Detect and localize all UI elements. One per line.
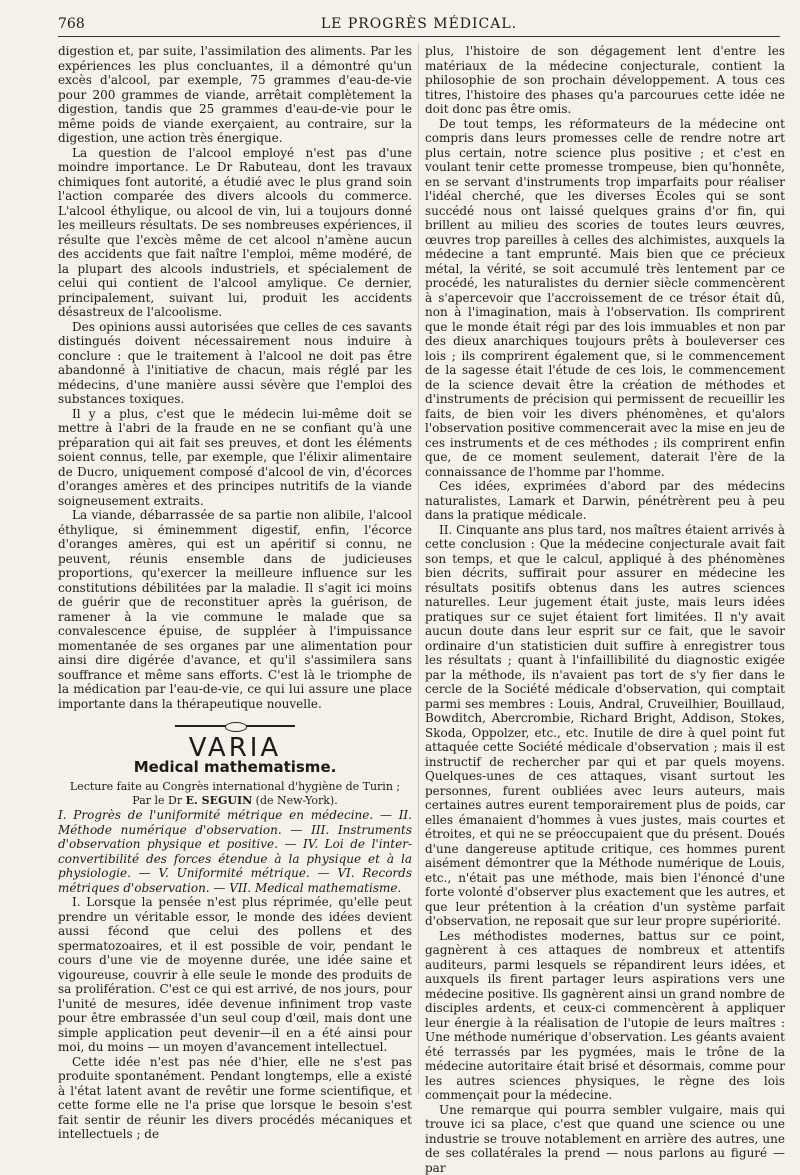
page-number: 768	[58, 16, 85, 32]
column-divider	[418, 44, 419, 1094]
paragraph: La viande, débarrassée de sa partie non alibile, l'alcool éthylique, si éminemment digestif, enfin, l'écorce d'oranges amères, qui est un apéritif si connu, ne peuvent, réunis ensemble dans de judicieuses proportions, qu'exercer la meilleure influence sur les constitutions débilitées par la maladie. Il s'agit ici moins de guérir que de reconstituer après la guérison, de ramener à la vie commune le malade que sa convalescence épuise, de suppléer à l'impuissance momentanée de ses organes par une alimentation pour ainsi dire digérée d'avance, et qu'il s'assimilera sans souffrance et même sans efforts. C'est là le triomphe de la médication par l'eau-de-vie, ce qui lui assure une place importante dans la thérapeutique nouvelle.	[58, 508, 412, 711]
paragraph: I. Lorsque la pensée n'est plus réprimée, qu'elle peut prendre un véritable essor, le monde des idées devient aussi fécond que celui des pollens et des spermatozoaires, et il est possible de voir, pendant le cours d'une vie de moyenne durée, une idée saine et vigoureuse, couvrir à elle seule le monde des produits de sa prolifération. C'est ce qui est arrivé, de nos jours, pour l'unité de mesures, idée devenue infiniment trop vaste pour être embrassée d'un seul coup d'œil, mais dont une simple application peut devenir—il en a été ainsi pour moi, du moins — un moyen d'avancement intellectuel.	[58, 895, 412, 1055]
paragraph: Des opinions aussi autorisées que celles de ces savants distingués doivent nécessairement nous induire à conclure : que le traitement à l'alcool ne doit pas être abandonné à l'initiative de chacun, mais réglé par les médecins, d'une manière aussi sévère que l'emploi des substances toxiques.	[58, 320, 412, 407]
table-of-contents: I. Progrès de l'uniformité métrique en médecine. — II. Méthode numérique d'observation. — III. Instruments d'observation physique et positive. — IV. Loi de l'inter-convertibilité des forces étendue à la physique et à la physiologie. — V. Uniformité métrique. — VI. Records métriques d'observation. — VII. Medical mathematisme.	[58, 808, 412, 895]
paragraph: Il y a plus, c'est que le médecin lui-même doit se mettre à l'abri de la fraude en ne se confiant qu'à une préparation qui ait fait ses preuves, et dont les éléments soient connus, telle, par exemple, que l'élixir alimentaire de Ducro, uniquement composé d'alcool de vin, d'écorces d'oranges amères et des principes nutritifs de la viande soigneusement extraits.	[58, 407, 412, 509]
byline-suffix: (de New-York).	[256, 794, 338, 807]
paragraph: II. Cinquante ans plus tard, nos maîtres étaient arrivés à cette conclusion : Que la médecine conjecturale avait fait son temps, et que le calcul, appliqué à des phénomènes bien décrits, suffirait pour assurer en médecine les résultats positifs obtenus dans les autres sciences naturelles. Leur jugement était juste, mais leurs idées pratiques sur ce sujet étaient fort limitées. Il n'y avait aucun doute dans leur esprit sur ce fait, que le savoir ordinaire d'un statisticien duit suffire à enregistrer tous les résultats ; quant à l'infaillibilité du diagnostic exigée par la méthode, ils n'avaient pas tort de s'y fier dans le cercle de la Société médicale d'observation, qui comptait parmi ses membres : Louis, Andral, Cruveilhier, Bouillaud, Bowditch, Abercrombie, Richard Bright, Addison, Stokes, Skoda, Oppolzer, etc., etc. Inutile de dire à quel point fut attaquée cette Société médicale d'observation ; mais il est instructif de rechercher par qui et par quels moyens. Quelques-unes de ces attaques, visant surtout les personnes, furent oubliées avec leurs auteurs, mais certaines autres eurent temporairement plus de poids, car elles émanaient d'hommes à vues justes, mais courtes et étroites, et qui ne se préoccupaient que du présent. Doués d'une dangereuse aptitude critique, ces hommes purent aisément démontrer que la Méthode numérique de Louis, etc., n'était pas une méthode, mais bien l'énoncé d'une forte volonté d'observer plus exactement que les autres, et que leur prétention à la création d'un système parfait d'observation, ne reposait que sur leur propre supériorité.	[425, 523, 785, 929]
paragraph: Une remarque qui pourra sembler vulgaire, mais qui trouve ici sa place, c'est que quand une science ou une industrie se trouve notablement en arrière des autres, une de ses collatérales la prend — nous parlons au figuré — par	[425, 1103, 785, 1175]
article-title: Medical mathematisme.	[58, 760, 412, 775]
author-name: E. SEGUIN	[186, 794, 253, 807]
paragraph: plus, l'histoire de son dégagement lent d'entre les matériaux de la médecine conjecturale, contient la philosophie de son prochain développement. A tous ces titres, l'histoire des phases qu'a parcourues cette idée ne doit donc pas être omis.	[425, 44, 785, 117]
paragraph: Les méthodistes modernes, battus sur ce point, gagnèrent à ces attaques de nombreux et attentifs auditeurs, parmi lesquels se répandirent leurs idées, et auxquels ils firent partager leurs aspirations vers une médecine positive. Ils gagnèrent ainsi un grand nombre de disciples ardents, et ceux-ci commencèrent à appliquer leur énergie à la réalisation de l'utopie de leurs maîtres : Une méthode numérique d'observation. Les géants avaient été terrassés par les pygmées, mais le trône de la médecine autoritaire était brisé et désormais, comme pour les autres sciences physiques, le règne des lois commençait pour la médecine.	[425, 929, 785, 1103]
paragraph: Ces idées, exprimées d'abord par des médecins naturalistes, Lamark et Darwin, pénétrèrent peu à peu dans la pratique médicale.	[425, 479, 785, 523]
section-title: VARIA	[58, 741, 412, 756]
byline-author-line	[58, 794, 412, 808]
running-title: LE PROGRÈS MÉDICAL.	[58, 16, 780, 32]
right-column	[425, 44, 785, 1175]
paragraph: La question de l'alcool employé n'est pas d'une moindre importance. Le Dr Rabuteau, dont les travaux chimiques font autorité, a étudié avec le plus grand soin l'action comparée des divers alcools du commerce. L'alcool éthylique, ou alcool de vin, lui a toujours donné les meilleurs résultats. De ses nombreuses expériences, il résulte que l'excès même de cet alcool n'amène aucun des accidents que fait naître l'emploi, même modéré, de la plupart des alcools industriels, et spécialement de celui qui contient de l'alcool amylique. Ce dernier, principalement, suivant lui, produit les accidents désastreux de l'alcoolisme.	[58, 146, 412, 320]
byline-prefix: Par le Dr	[132, 794, 182, 807]
page-header	[58, 14, 780, 37]
byline-venue: Lecture faite au Congrès international d'hygiène de Turin ;	[58, 780, 412, 794]
left-column	[58, 44, 412, 1142]
paragraph: Cette idée n'est pas née d'hier, elle ne s'est pas produite spontanément. Pendant longtemps, elle a existé à l'état latent avant de revêtir une forme scientifique, et cette forme elle ne l'a prise que lorsque le besoin s'est fait sentir de réunir les divers procédés mécaniques et intellectuels ; de	[58, 1055, 412, 1142]
paragraph: digestion et, par suite, l'assimilation des aliments. Par les expériences les plus concluantes, il a démontré qu'un excès d'alcool, par exemple, 75 grammes d'eau-de-vie pour 200 grammes de viande, arrêtait complètement la digestion, tandis que 25 grammes d'eau-de-vie pour le même poids de viande exerçaient, au contraire, sur la digestion, une action très énergique.	[58, 44, 412, 146]
paragraph: De tout temps, les réformateurs de la médecine ont compris dans leurs promesses celle de rendre notre art plus certain, notre science plus positive ; et c'est en voulant tenir cette promesse trompeuse, bien qu'honnête, en se servant d'instruments trop imparfaits pour réaliser l'idéal cherché, que les diverses Écoles qui se sont succédé nous ont laissé quelques grains d'or fin, qui brillent au milieu des scories de toutes leurs œuvres, œuvres trop pareilles à celles des alchimistes, auxquels la médecine a tant emprunté. Mais bien que ce précieux métal, la vérité, se soit accumulé très lentement par ce procédé, les naturalistes du dernier siècle commencèrent à s'apercevoir que l'accroissement de ce trésor était dû, non à l'imagination, mais à l'observation. Ils comprirent que le monde était régi par des lois immuables et non par des dieux anarchiques toujours prêts à bouleverser ces lois ; ils comprirent également que, si le commencement de la sagesse était l'étude de ces lois, le commencement de la science devait être la création de méthodes et d'instruments de précision qui permissent de recueillir les faits, de bien voir les divers phénomènes, et qu'alors l'observation positive commencerait avec la mise en jeu de ces instruments et de ces méthodes ; ils comprirent enfin que, de ce moment seulement, daterait l'ère de la connaissance de l'homme par l'homme.	[425, 117, 785, 480]
section-ornament	[175, 721, 295, 731]
